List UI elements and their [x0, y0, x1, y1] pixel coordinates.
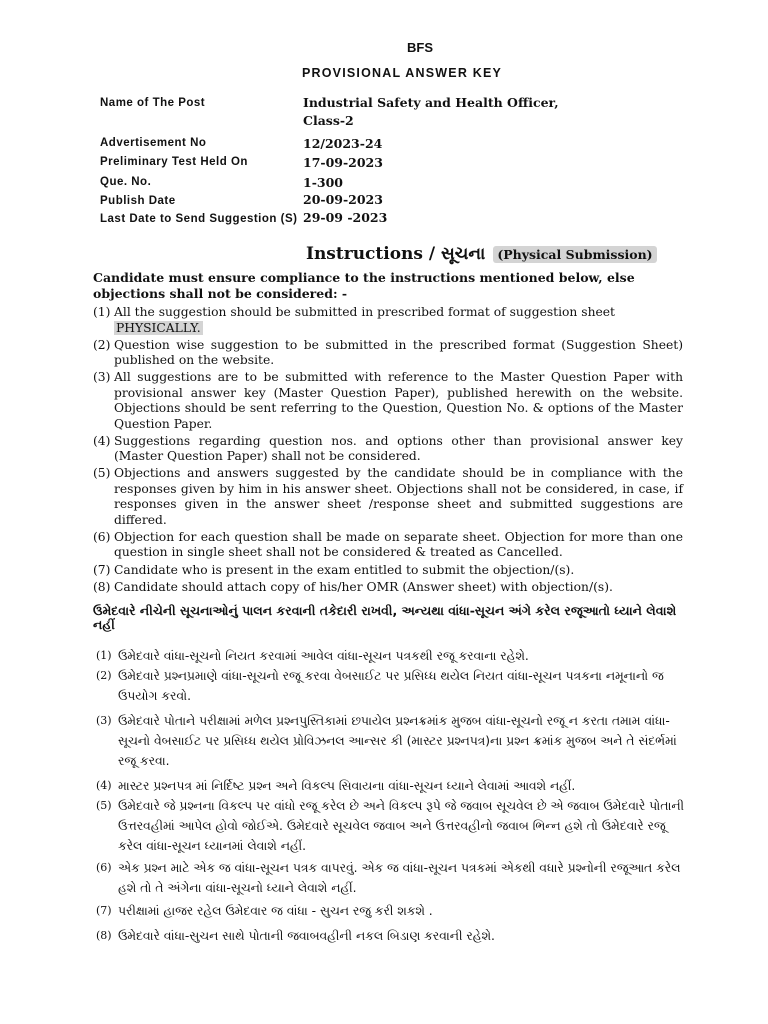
detail-value-last-date: 29-09 -2023 — [303, 210, 388, 225]
physical-submission-badge: (Physical Submission) — [493, 246, 656, 263]
physically-highlight: PHYSICALLY. — [116, 320, 201, 335]
page-title: PROVISIONAL ANSWER KEY — [302, 66, 503, 80]
list-item: (4) Suggestions regarding question nos. and options other than provisional answer key (Master Question Paper) shall not be considered. — [93, 433, 683, 464]
detail-value-advertisement: 12/2023-24 — [303, 136, 383, 151]
list-item: (7) Candidate who is present in the exam entitled to submit the objection/(s). — [93, 562, 575, 577]
list-item: (1) All the suggestion should be submitted in prescribed format of suggestion sheet PHYSICALLY. — [93, 305, 615, 335]
detail-value-post: Industrial Safety and Health Officer, Class-2 — [303, 95, 559, 128]
detail-label-post: Name of The Post — [100, 97, 206, 109]
list-item: (5) Objections and answers suggested by the candidate should be in compliance with the responses given by him in his answer sheet. Objections shall not be considered, in case, if responses given in the answer sheet /response sheet and submitted suggestions are differed. — [93, 466, 683, 527]
list-item: (6) Objection for each question shall be made on separate sheet. Objection for more than one question in single sheet shall not be considered & treated as Cancelled. — [93, 529, 683, 560]
list-item: (3) All suggestions are to be submitted with reference to the Master Question Paper with provisional answer key (Master Question Paper), published herewith on the website. Objections should be sent referring to the Question, Question No. & options of the Master Question Paper. — [93, 370, 683, 431]
instructions-heading: Instructions / સૂચના (Physical Submission) — [306, 244, 657, 264]
list-item: (7) પરીક્ષામાં હાજર રહેલ ઉમેદવાર જ વાંધા - સુચન રજુ કરી શકશે . — [96, 904, 433, 918]
gujarati-heading: ઉમેદવારે નીચેની સૂચનાઓનું પાલન કરવાની તકેદારી રાખવી, અન્યથા વાંધા-સૂચન અંગે કરેલ રજૂઆતો ધ્યાને લેવાશે નહીં — [93, 603, 677, 632]
list-item: (6) એક પ્રશ્ન માટે એક જ વાંધા-સૂચન પત્રક વાપરવું. એક જ વાંધા-સૂચન પત્રકમાં એકથી વધારે પ્રશ્નોની રજૂઆત કરેલ હશે તો તે અંગેના વાંધા-સૂચનો ધ્યાને લેવાશે નહીં. — [96, 861, 681, 895]
list-item: (8) ઉમેદવારે વાંધા-સુચન સાથે પોતાની જવાબવહીની નકલ બિડાણ કરવાની રહેશે. — [96, 929, 495, 943]
list-item: (5) ઉમેદવારે જે પ્રશ્નના વિકલ્પ પર વાંધો રજૂ કરેલ છે અને વિકલ્પ રૂપે જે જવાબ સૂચવેલ છે એ જવાબ ઉમેદવારે પોતાની ઉત્તરવહીમાં આપેલ હોવો જોઈએ. ઉમેદવારે સૂચવેલ જવાબ અને ઉત્તરવહીનો જવાબ ભિન્ન હશે તો ઉમેદવારે રજૂ કરેલ વાંધા-સૂચન ધ્યાનમાં લેવાશે નહીં. — [96, 799, 685, 853]
instructions-intro: Candidate must ensure compliance to the instructions mentioned below, else objections shall not be considered: - — [93, 270, 635, 301]
detail-label-que-no: Que. No. — [100, 176, 152, 188]
detail-value-publish-date: 20-09-2023 — [303, 192, 383, 207]
list-item: (2) Question wise suggestion to be submitted in the prescribed format (Suggestion Sheet) published on the website. — [93, 337, 683, 368]
detail-value-test-date: 17-09-2023 — [303, 155, 383, 170]
list-item: (8) Candidate should attach copy of his/her OMR (Answer sheet) with objection/(s). — [93, 579, 613, 594]
detail-label-last-date: Last Date to Send Suggestion (S) — [100, 213, 298, 225]
detail-label-publish-date: Publish Date — [100, 195, 176, 207]
detail-label-test-date: Preliminary Test Held On — [100, 156, 248, 168]
detail-label-advertisement: Advertisement No — [100, 137, 207, 149]
detail-value-que-no: 1-300 — [303, 175, 343, 190]
english-instruction-list — [93, 305, 683, 597]
list-item: (4) માસ્ટર પ્રશ્નપત્ર માં નિર્દિષ્ટ પ્રશ્ન અને વિકલ્પ સિવાયના વાંધા-સૂચન ધ્યાને લેવામાં આવશે નહીં. — [96, 779, 576, 793]
list-item: (1) ઉમેદવારે વાંધા-સૂચનો નિયત કરવામાં આવેલ વાંધા-સૂચન પત્રકથી રજૂ કરવાના રહેશે. — [96, 649, 529, 663]
list-item: (2) ઉમેદવારે પ્રશ્નપ્રમાણે વાંધા-સૂચનો રજૂ કરવા વેબસાઈટ પર પ્રસિધ્ધ થયેલ નિયત વાંધા-સૂચન પત્રકના નમૂનાનો જ ઉપયોગ કરવો. — [96, 669, 664, 703]
org-code: BFS — [407, 40, 433, 55]
list-item: (3) ઉમેદવારે પોતાને પરીક્ષામાં મળેલ પ્રશ્નપુસ્તિકામાં છપાયેલ પ્રશ્નક્રમાંક મુજબ વાંધા-સૂચનો રજૂ ન કરતા તમામ વાંધા-સૂચનો વેબસાઈટ પર પ્રસિધ્ધ થયેલ પ્રોવિઝનલ આન્સર કી (માસ્ટર પ્રશ્નપત્ર)ના પ્રશ્ન ક્રમાંક મુજબ અને તે સંદર્ભમાં રજૂ કરવા. — [96, 714, 677, 768]
